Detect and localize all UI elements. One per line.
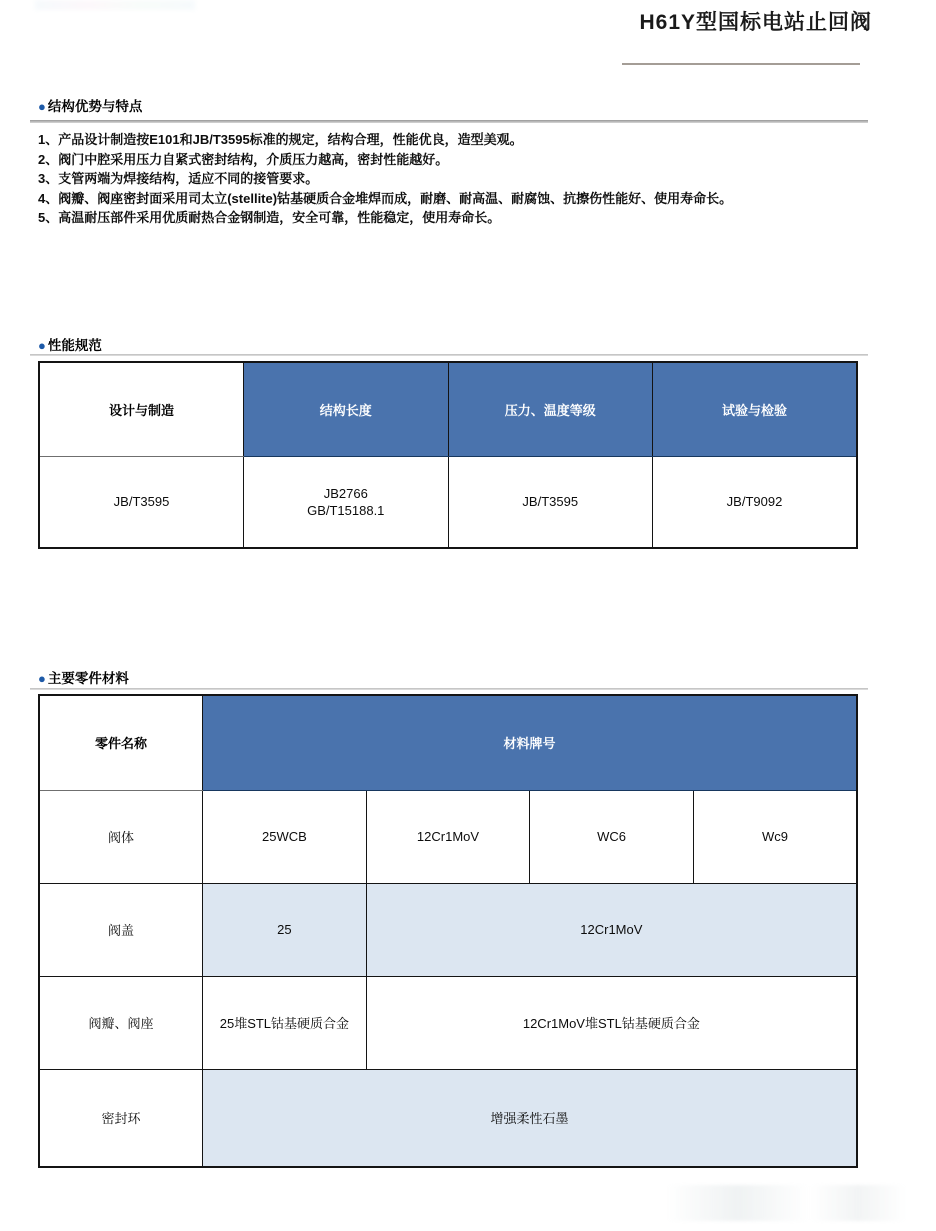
material-cell: 25 xyxy=(203,883,367,976)
materials-row-body xyxy=(39,790,857,883)
section-heading-performance xyxy=(38,334,102,354)
performance-header-cell: 压力、温度等级 xyxy=(448,362,653,456)
title-underline xyxy=(622,63,860,65)
feature-item: 5、高温耐压部件采用优质耐热合金钢制造，安全可靠，性能稳定，使用寿命长。 xyxy=(38,210,501,225)
part-name-cell: 阀体 xyxy=(39,790,203,883)
performance-data-row xyxy=(39,456,857,548)
top-left-watermark-logo xyxy=(35,0,195,10)
material-cell: 12Cr1MoV xyxy=(366,883,857,976)
part-name-cell: 阀盖 xyxy=(39,883,203,976)
section-heading-materials-label: 主要零件材料 xyxy=(47,671,129,686)
section-heading-features xyxy=(38,95,142,115)
part-name-cell: 密封环 xyxy=(39,1069,203,1167)
section-heading-features-label: 结构优势与特点 xyxy=(47,99,143,114)
performance-cell xyxy=(244,456,449,548)
materials-header-row xyxy=(39,695,857,790)
bullet-icon: ● xyxy=(38,99,46,114)
performance-cell: JB/T3595 xyxy=(448,456,653,548)
performance-table xyxy=(38,361,858,549)
performance-header-cell: 设计与制造 xyxy=(39,362,244,456)
standard-line: JB2766 xyxy=(323,485,368,501)
materials-header-grade: 材料牌号 xyxy=(203,695,857,790)
material-cell: 增强柔性石墨 xyxy=(203,1069,857,1167)
part-name-cell: 阀瓣、阀座 xyxy=(39,976,203,1069)
materials-row-bonnet xyxy=(39,883,857,976)
performance-header-cell: 试验与检验 xyxy=(653,362,858,456)
material-cell: 25WCB xyxy=(203,790,367,883)
material-cell: WC6 xyxy=(530,790,694,883)
bullet-icon: ● xyxy=(38,338,46,353)
feature-item: 4、阀瓣、阀座密封面采用司太立(stellite)钴基硬质合金堆焊而成，耐磨、耐高温、耐腐蚀、抗擦伤性能好、使用寿命长。 xyxy=(38,190,733,206)
section-divider xyxy=(30,120,868,123)
section-heading-materials xyxy=(38,667,129,687)
feature-item: 2、阀门中腔采用压力自紧式密封结构，介质压力越高，密封性能越好。 xyxy=(38,151,449,167)
material-cell: Wc9 xyxy=(693,790,857,883)
bullet-icon: ● xyxy=(38,671,46,686)
feature-item: 1、产品设计制造按E101和JB/T3595标准的规定，结构合理，性能优良，造型美观。 xyxy=(38,132,523,147)
material-cell: 25堆STL钴基硬质合金 xyxy=(203,976,367,1069)
standard-line: GB/T15188.1 xyxy=(307,502,385,518)
section-heading-performance-label: 性能规范 xyxy=(47,338,102,353)
section-divider xyxy=(30,688,868,690)
performance-cell: JB/T3595 xyxy=(39,456,244,548)
performance-header-row xyxy=(39,362,857,456)
materials-header-part: 零件名称 xyxy=(39,695,203,790)
materials-table xyxy=(38,694,858,1168)
material-cell: 12Cr1MoV xyxy=(366,790,530,883)
bottom-right-watermark xyxy=(666,1185,906,1221)
materials-row-seal-ring xyxy=(39,1069,857,1167)
performance-cell: JB/T9092 xyxy=(653,456,858,548)
section-divider xyxy=(30,354,868,356)
material-cell: 12Cr1MoV堆STL钴基硬质合金 xyxy=(366,976,857,1069)
feature-list xyxy=(38,130,868,228)
feature-item: 3、支管两端为焊接结构，适应不同的接管要求。 xyxy=(38,171,319,186)
page-title: H61Y型国标电站止回阀 xyxy=(639,11,872,34)
performance-header-cell: 结构长度 xyxy=(244,362,449,456)
materials-row-disc-seat xyxy=(39,976,857,1069)
